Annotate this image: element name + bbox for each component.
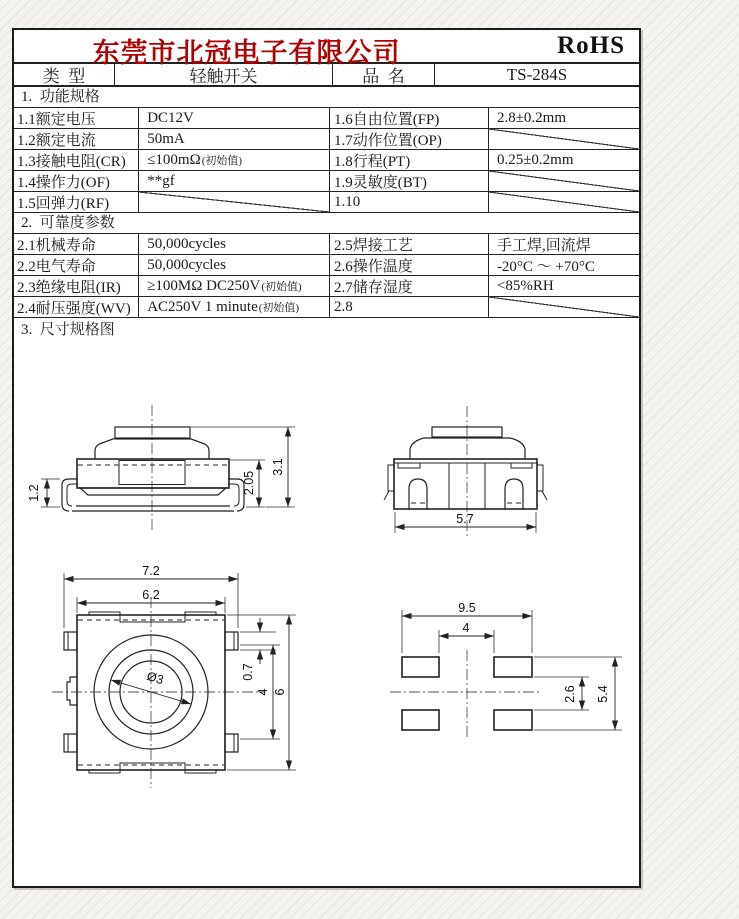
side-view-drawing (27, 405, 295, 532)
table-row-2-2 (14, 255, 639, 276)
spec-label: 1.7动作位置(OP) (330, 129, 489, 149)
spec-value: 50mA (139, 129, 330, 149)
type-value: 轻触开关 (115, 64, 333, 85)
dim-body-height: 2.05 (242, 470, 256, 496)
spec-label: 1.10 (330, 192, 489, 212)
type-row (14, 64, 639, 87)
company-title: 东莞市北冠电子有限公司 (92, 38, 401, 68)
dim-pad-gap-horizontal: 4 (462, 621, 470, 635)
spec-label: 2.5焊接工艺 (330, 234, 489, 254)
spec-value (139, 150, 330, 170)
value-main: ≤100mΩ (147, 151, 201, 168)
spec-value-na (489, 129, 639, 149)
dim-terminal-pitch: 4 (256, 688, 270, 696)
dim-terminal-width: 0.7 (241, 663, 255, 681)
table-row-2-1 (14, 234, 639, 255)
table-row-1-2 (14, 129, 639, 150)
table-row-2-3 (14, 276, 639, 297)
dim-base-width: 5.7 (456, 512, 474, 526)
header-row (14, 30, 639, 68)
spec-value (139, 297, 330, 317)
spec-label: 2.3绝缘电阻(IR) (14, 276, 139, 296)
dim-total-height: 3.1 (271, 458, 285, 476)
spec-label: 1.4操作力(OF) (14, 171, 139, 191)
spec-label: 1.5回弹力(RF) (14, 192, 139, 212)
spec-value (139, 276, 330, 296)
dimension-drawings (14, 342, 643, 890)
spec-label: 2.1机械寿命 (14, 234, 139, 254)
pcb-pad-layout (390, 601, 622, 737)
top-view-drawing (52, 564, 296, 788)
spec-label: 2.6操作温度 (330, 255, 489, 275)
product-value: TS-284S (506, 64, 568, 84)
spec-value: **gf (139, 171, 330, 191)
spec-label: 2.8 (330, 297, 489, 317)
dim-body-width: 6.2 (142, 588, 160, 602)
table-row-2-4 (14, 297, 639, 318)
spec-label: 1.3接触电阻(CR) (14, 150, 139, 170)
spec-label: 2.4耐压强度(WV) (14, 297, 139, 317)
spec-label: 1.9灵敏度(BT) (330, 171, 489, 191)
dim-overall-width: 7.2 (142, 564, 160, 578)
dim-body-depth: 6 (273, 688, 287, 696)
spec-value: 50,000cycles (139, 255, 330, 275)
spec-label: 1.8行程(PT) (330, 150, 489, 170)
spec-value: DC12V (139, 108, 330, 128)
spec-label: 1.1额定电压 (14, 108, 139, 128)
spec-label: 1.6自由位置(FP) (330, 108, 489, 128)
spec-value-na (489, 297, 639, 317)
dim-pad-gap-vertical: 2.6 (563, 685, 577, 703)
datasheet-page (12, 28, 641, 888)
spec-value-na (139, 192, 330, 212)
spec-value-na (489, 192, 639, 212)
rohs-badge: RoHS (557, 32, 625, 59)
dim-button-diameter: Ø3 (145, 669, 166, 688)
section3-title: 3. 尺寸规格图 (21, 322, 115, 338)
spec-value: <85%RH (496, 277, 554, 294)
dim-pad-span-vertical: 5.4 (596, 685, 610, 703)
spec-value: 手工焊,回流焊 (496, 237, 591, 254)
value-note: (初始值) (261, 281, 302, 293)
value-main: AC250V 1 minute (147, 298, 258, 315)
spec-value: 0.25±0.2mm (496, 151, 574, 168)
table-row-1-4 (14, 171, 639, 192)
spec-value: 50,000cycles (139, 234, 330, 254)
type-label: 类 型 (14, 64, 115, 85)
spec-value: 2.8±0.2mm (496, 109, 567, 126)
dim-bracket-height: 1.2 (27, 484, 41, 502)
spec-value-na (489, 171, 639, 191)
dim-pad-span-outer: 9.5 (458, 601, 476, 615)
table-row-1-3 (14, 150, 639, 171)
table-row-1-1 (14, 108, 639, 129)
table-row-1-5 (14, 192, 639, 213)
value-note: (初始值) (201, 155, 243, 167)
front-view-drawing (384, 406, 547, 536)
spec-label: 1.2额定电流 (14, 129, 139, 149)
spec-label: 2.2电气寿命 (14, 255, 139, 275)
spec-value: -20°C ～ +70°C (496, 258, 595, 275)
section2-title: 2. 可靠度参数 (14, 213, 639, 234)
section1-title: 1. 功能规格 (14, 87, 639, 108)
value-note: (初始值) (258, 302, 300, 314)
product-label: 品 名 (333, 64, 435, 85)
value-main: ≥100MΩ DC250V (147, 277, 261, 294)
spec-label: 2.7储存湿度 (330, 276, 489, 296)
